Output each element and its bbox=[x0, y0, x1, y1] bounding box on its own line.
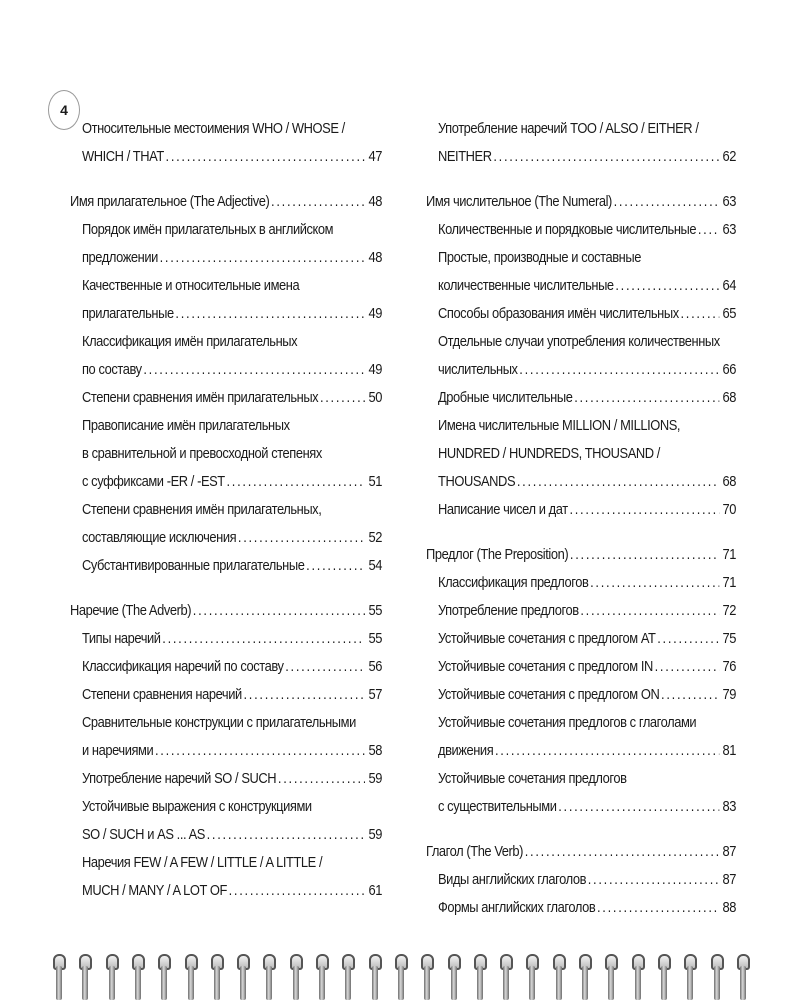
toc-entry-title: Классификация наречий по составу bbox=[81, 658, 284, 675]
ring-post bbox=[161, 966, 167, 1000]
dot-leader bbox=[193, 597, 365, 625]
toc-subsection-entry[interactable] bbox=[426, 244, 736, 300]
dot-leader bbox=[166, 143, 366, 171]
toc-subsection-entry[interactable] bbox=[426, 412, 736, 496]
dot-leader bbox=[590, 569, 719, 597]
toc-page-number: 71 bbox=[722, 574, 736, 591]
spiral-binding bbox=[0, 948, 800, 1000]
binding-ring-icon bbox=[289, 948, 303, 1000]
toc-page-number: 71 bbox=[722, 546, 736, 563]
toc-section-entry[interactable] bbox=[70, 188, 382, 216]
toc-page-number: 65 bbox=[722, 305, 736, 322]
toc-entry-last-line bbox=[70, 188, 382, 216]
dot-leader bbox=[155, 737, 365, 765]
toc-page-number: 75 bbox=[722, 630, 736, 647]
toc-entry-last-line bbox=[82, 821, 382, 849]
toc-page-number: 55 bbox=[368, 630, 382, 647]
toc-entry-title: количественные числительные bbox=[437, 277, 614, 294]
toc-entry-title-line: Устойчивые сочетания предлогов bbox=[437, 770, 627, 787]
binding-ring-icon bbox=[499, 948, 513, 1000]
toc-subsection-entry[interactable] bbox=[70, 552, 382, 580]
ring-post bbox=[661, 966, 667, 1000]
dot-leader bbox=[143, 356, 365, 384]
toc-entry-title: Количественные и порядковые числительные bbox=[437, 221, 697, 238]
toc-subsection-entry[interactable] bbox=[426, 328, 736, 384]
dot-leader bbox=[306, 552, 365, 580]
dot-leader bbox=[226, 468, 365, 496]
toc-entry-title: Глагол (The Verb) bbox=[426, 843, 524, 860]
toc-entry-title-line: Отдельные случаи употребления количественных bbox=[437, 333, 720, 350]
binding-ring-icon bbox=[420, 948, 434, 1000]
toc-entry-title: Написание чисел и дат bbox=[437, 501, 568, 518]
toc-subsection-entry[interactable] bbox=[70, 709, 382, 765]
toc-entry-last-line bbox=[438, 793, 736, 821]
toc-page-number: 72 bbox=[722, 602, 736, 619]
dot-leader bbox=[160, 244, 365, 272]
toc-page-number: 59 bbox=[368, 770, 382, 787]
toc-entry-title: Дробные числительные bbox=[437, 389, 573, 406]
dot-leader bbox=[698, 216, 719, 244]
toc-entry-title: Виды английских глаголов bbox=[437, 871, 587, 888]
binding-ring-icon bbox=[604, 948, 618, 1000]
toc-entry-last-line bbox=[438, 356, 736, 384]
toc-subsection-entry[interactable] bbox=[70, 496, 382, 552]
toc-page-number: 87 bbox=[722, 843, 736, 860]
toc-entry-last-line bbox=[426, 541, 736, 569]
toc-page-number: 51 bbox=[368, 473, 382, 490]
toc-entry-title: THOUSANDS bbox=[437, 473, 516, 490]
toc-entry-last-line bbox=[82, 681, 382, 709]
dot-leader bbox=[574, 384, 719, 412]
toc-entry-title: составляющие исключения bbox=[81, 529, 237, 546]
toc-page-number: 54 bbox=[368, 557, 382, 574]
toc-subsection-entry[interactable] bbox=[426, 569, 736, 597]
binding-ring-icon bbox=[657, 948, 671, 1000]
dot-leader bbox=[244, 681, 366, 709]
toc-page-number: 63 bbox=[722, 193, 736, 210]
toc-entry-last-line bbox=[82, 625, 382, 653]
toc-entry-title: Имя прилагательное (The Adjective) bbox=[70, 193, 270, 210]
toc-entry-last-line bbox=[82, 737, 382, 765]
dot-leader bbox=[493, 143, 719, 171]
toc-entry-title-line: HUNDRED / HUNDREDS, THOUSAND / bbox=[437, 445, 660, 462]
dot-leader bbox=[615, 272, 719, 300]
toc-subsection-entry[interactable] bbox=[426, 653, 736, 681]
toc-subsection-entry[interactable] bbox=[426, 681, 736, 709]
toc-entry-last-line bbox=[438, 866, 736, 894]
toc-entry-last-line bbox=[438, 625, 736, 653]
toc-subsection-entry[interactable] bbox=[426, 300, 736, 328]
ring-post bbox=[424, 966, 430, 1000]
toc-page-number: 64 bbox=[722, 277, 736, 294]
toc-entry-title-line: Порядок имён прилагательных в английском bbox=[81, 221, 334, 238]
toc-entry-last-line bbox=[82, 524, 382, 552]
toc-entry-last-line bbox=[82, 300, 382, 328]
dot-leader bbox=[680, 300, 719, 328]
binding-ring-icon bbox=[315, 948, 329, 1000]
toc-subsection-entry[interactable] bbox=[70, 681, 382, 709]
binding-ring-icon bbox=[368, 948, 382, 1000]
toc-entry-last-line bbox=[438, 300, 736, 328]
toc-entry-title: Употребление предлогов bbox=[437, 602, 579, 619]
ring-post bbox=[319, 966, 325, 1000]
toc-subsection-entry[interactable] bbox=[426, 894, 736, 922]
toc-page-number: 88 bbox=[722, 899, 736, 916]
toc-subsection-entry[interactable] bbox=[70, 115, 382, 171]
toc-subsection-entry[interactable] bbox=[70, 653, 382, 681]
toc-entry-last-line bbox=[438, 681, 736, 709]
ring-post bbox=[529, 966, 535, 1000]
ring-post bbox=[714, 966, 720, 1000]
toc-entry-last-line bbox=[82, 468, 382, 496]
toc-subsection-entry[interactable] bbox=[426, 216, 736, 244]
toc-subsection-entry[interactable] bbox=[70, 216, 382, 272]
toc-entry-title: WHICH / THAT bbox=[81, 148, 164, 165]
toc-entry-title-line: Относительные местоимения WHO / WHOSE / bbox=[81, 120, 345, 137]
binding-ring-icon bbox=[105, 948, 119, 1000]
dot-leader bbox=[661, 681, 719, 709]
binding-ring-icon bbox=[78, 948, 92, 1000]
toc-entry-title: NEITHER bbox=[437, 148, 492, 165]
dot-leader bbox=[614, 188, 719, 216]
toc-subsection-entry[interactable] bbox=[426, 625, 736, 653]
binding-ring-icon bbox=[736, 948, 750, 1000]
binding-ring-icon bbox=[52, 948, 66, 1000]
toc-entry-last-line bbox=[82, 244, 382, 272]
toc-page-number: 87 bbox=[722, 871, 736, 888]
toc-entry-title-line: Устойчивые сочетания предлогов с глаголами bbox=[437, 714, 697, 731]
dot-leader bbox=[285, 653, 365, 681]
toc-subsection-entry[interactable] bbox=[426, 866, 736, 894]
toc-entry-last-line bbox=[82, 653, 382, 681]
toc-entry-title: Наречие (The Adverb) bbox=[70, 602, 192, 619]
binding-ring-icon bbox=[262, 948, 276, 1000]
dot-leader bbox=[558, 793, 719, 821]
dot-leader bbox=[229, 877, 365, 905]
ring-post bbox=[293, 966, 299, 1000]
toc-entry-title: Устойчивые сочетания с предлогом AT bbox=[437, 630, 656, 647]
binding-ring-icon bbox=[394, 948, 408, 1000]
toc-entry-last-line bbox=[438, 569, 736, 597]
dot-leader bbox=[657, 625, 719, 653]
toc-entry-last-line bbox=[438, 737, 736, 765]
toc-entry-title: SO / SUCH и AS ... AS bbox=[81, 826, 205, 843]
toc-entry-title-line: Имена числительные MILLION / MILLIONS, bbox=[437, 417, 681, 434]
toc-entry-title: Субстантивированные прилагательные bbox=[81, 557, 305, 574]
toc-entry-last-line bbox=[438, 597, 736, 625]
toc-page-number: 62 bbox=[722, 148, 736, 165]
toc-subsection-entry[interactable] bbox=[70, 849, 382, 905]
toc-subsection-entry[interactable] bbox=[426, 384, 736, 412]
ring-post bbox=[56, 966, 62, 1000]
toc-subsection-entry[interactable] bbox=[426, 115, 736, 171]
toc-entry-title: Формы английских глаголов bbox=[437, 899, 596, 916]
binding-ring-icon bbox=[578, 948, 592, 1000]
toc-entry-last-line bbox=[82, 552, 382, 580]
toc-entry-title-line: Правописание имён прилагательных bbox=[81, 417, 290, 434]
toc-page-number: 48 bbox=[368, 249, 382, 266]
dot-leader bbox=[588, 866, 719, 894]
dot-leader bbox=[597, 894, 719, 922]
toc-left-column bbox=[70, 115, 382, 905]
binding-ring-icon bbox=[157, 948, 171, 1000]
toc-entry-title: с суффиксами -ER / -EST bbox=[81, 473, 225, 490]
toc-entry-last-line bbox=[438, 468, 736, 496]
toc-entry-title-line: в сравнительной и превосходной степенях bbox=[81, 445, 322, 462]
toc-subsection-entry[interactable] bbox=[70, 412, 382, 496]
ring-post bbox=[635, 966, 641, 1000]
ring-post bbox=[345, 966, 351, 1000]
binding-ring-icon bbox=[210, 948, 224, 1000]
ring-post bbox=[188, 966, 194, 1000]
toc-subsection-entry[interactable] bbox=[426, 765, 736, 821]
toc-entry-title: Устойчивые сочетания с предлогом ON bbox=[437, 686, 660, 703]
page-number: 4 bbox=[60, 102, 68, 118]
ring-post bbox=[687, 966, 693, 1000]
toc-entry-title-line: Классификация имён прилагательных bbox=[81, 333, 298, 350]
toc-page-number: 59 bbox=[368, 826, 382, 843]
binding-ring-icon bbox=[710, 948, 724, 1000]
toc-page-number: 70 bbox=[722, 501, 736, 518]
ring-post bbox=[135, 966, 141, 1000]
toc-entry-title-line: Простые, производные и составные bbox=[437, 249, 641, 266]
toc-subsection-entry[interactable] bbox=[70, 384, 382, 412]
dot-leader bbox=[517, 468, 719, 496]
binding-ring-icon bbox=[236, 948, 250, 1000]
toc-entry-title: Степени сравнения имён прилагательных bbox=[81, 389, 319, 406]
toc-page-number: 48 bbox=[368, 193, 382, 210]
toc-page-number: 68 bbox=[722, 473, 736, 490]
toc-entry-title: и наречиями bbox=[81, 742, 154, 759]
binding-ring-icon bbox=[525, 948, 539, 1000]
toc-page-number: 50 bbox=[368, 389, 382, 406]
ring-post bbox=[451, 966, 457, 1000]
toc-entry-title: движения bbox=[437, 742, 494, 759]
toc-right-column bbox=[426, 115, 736, 922]
toc-subsection-entry[interactable] bbox=[70, 625, 382, 653]
toc-page-number: 55 bbox=[368, 602, 382, 619]
binding-ring-icon bbox=[131, 948, 145, 1000]
dot-leader bbox=[320, 384, 365, 412]
ring-post bbox=[214, 966, 220, 1000]
toc-entry-title-line: Степени сравнения имён прилагательных, bbox=[81, 501, 322, 518]
toc-page-number: 83 bbox=[722, 798, 736, 815]
dot-leader bbox=[570, 541, 719, 569]
toc-entry-title-line: Наречия FEW / A FEW / LITTLE / A LITTLE / bbox=[81, 854, 323, 871]
toc-entry-title: Устойчивые сочетания с предлогом IN bbox=[437, 658, 653, 675]
toc-entry-last-line bbox=[70, 597, 382, 625]
toc-entry-last-line bbox=[82, 384, 382, 412]
dot-leader bbox=[525, 838, 719, 866]
toc-entry-title-line: Сравнительные конструкции с прилагательными bbox=[81, 714, 356, 731]
ring-post bbox=[266, 966, 272, 1000]
toc-section-entry[interactable] bbox=[426, 838, 736, 866]
dot-leader bbox=[162, 625, 365, 653]
toc-page-number: 47 bbox=[368, 148, 382, 165]
toc-entry-title: Классификация предлогов bbox=[437, 574, 589, 591]
toc-entry-last-line bbox=[438, 216, 736, 244]
binding-ring-icon bbox=[683, 948, 697, 1000]
toc-page-number: 76 bbox=[722, 658, 736, 675]
toc-entry-title-line: Употребление наречий TOO / ALSO / EITHER / bbox=[437, 120, 699, 137]
toc-entry-last-line bbox=[438, 384, 736, 412]
dot-leader bbox=[175, 300, 365, 328]
binding-ring-icon bbox=[341, 948, 355, 1000]
toc-entry-last-line bbox=[426, 188, 736, 216]
dot-leader bbox=[580, 597, 719, 625]
ring-post bbox=[240, 966, 246, 1000]
dot-leader bbox=[278, 765, 365, 793]
toc-section-entry[interactable] bbox=[426, 541, 736, 569]
toc-entry-last-line bbox=[438, 143, 736, 171]
binding-ring-icon bbox=[184, 948, 198, 1000]
binding-ring-icon bbox=[447, 948, 461, 1000]
toc-entry-title: Способы образования имён числительных bbox=[437, 305, 679, 322]
toc-page-number: 57 bbox=[368, 686, 382, 703]
toc-entry-last-line bbox=[438, 272, 736, 300]
dot-leader bbox=[207, 821, 365, 849]
toc-entry-title: предложении bbox=[81, 249, 158, 266]
toc-section-entry[interactable] bbox=[426, 188, 736, 216]
dot-leader bbox=[519, 356, 719, 384]
toc-subsection-entry[interactable] bbox=[70, 328, 382, 384]
ring-post bbox=[556, 966, 562, 1000]
binding-ring-icon bbox=[552, 948, 566, 1000]
toc-page-number: 79 bbox=[722, 686, 736, 703]
toc-page-number: 49 bbox=[368, 361, 382, 378]
toc-entry-title: по составу bbox=[81, 361, 142, 378]
toc-entry-last-line bbox=[438, 496, 736, 524]
toc-subsection-entry[interactable] bbox=[426, 496, 736, 524]
toc-subsection-entry[interactable] bbox=[426, 597, 736, 625]
ring-post bbox=[608, 966, 614, 1000]
dot-leader bbox=[271, 188, 365, 216]
toc-page-number: 56 bbox=[368, 658, 382, 675]
ring-post bbox=[372, 966, 378, 1000]
ring-post bbox=[477, 966, 483, 1000]
toc-entry-title: Имя числительное (The Numeral) bbox=[426, 193, 612, 210]
toc-section-entry[interactable] bbox=[70, 597, 382, 625]
toc-entry-title: Употребление наречий SO / SUCH bbox=[81, 770, 277, 787]
toc-page-number: 61 bbox=[368, 882, 382, 899]
dot-leader bbox=[238, 524, 365, 552]
toc-entry-title: MUCH / MANY / A LOT OF bbox=[81, 882, 227, 899]
toc-entry-last-line bbox=[438, 653, 736, 681]
ring-post bbox=[109, 966, 115, 1000]
dot-leader bbox=[495, 737, 719, 765]
toc-page-number: 49 bbox=[368, 305, 382, 322]
toc-entry-title-line: Устойчивые выражения с конструкциями bbox=[81, 798, 312, 815]
dot-leader bbox=[655, 653, 719, 681]
toc-entry-title: с существительными bbox=[437, 798, 557, 815]
binding-ring-icon bbox=[631, 948, 645, 1000]
ring-post bbox=[740, 966, 746, 1000]
toc-page-number: 81 bbox=[722, 742, 736, 759]
toc-entry-title: Степени сравнения наречий bbox=[81, 686, 242, 703]
toc-entry-last-line bbox=[426, 838, 736, 866]
toc-entry-title: числительных bbox=[437, 361, 518, 378]
toc-page-number: 66 bbox=[722, 361, 736, 378]
toc-entry-last-line bbox=[82, 143, 382, 171]
toc-entry-last-line bbox=[82, 356, 382, 384]
toc-subsection-entry[interactable] bbox=[70, 793, 382, 849]
ring-post bbox=[582, 966, 588, 1000]
ring-post bbox=[503, 966, 509, 1000]
ring-post bbox=[82, 966, 88, 1000]
toc-subsection-entry[interactable] bbox=[70, 272, 382, 328]
toc-page-number: 68 bbox=[722, 389, 736, 406]
dot-leader bbox=[569, 496, 719, 524]
binding-ring-icon bbox=[473, 948, 487, 1000]
toc-subsection-entry[interactable] bbox=[426, 709, 736, 765]
ring-post bbox=[398, 966, 404, 1000]
toc-entry-title: прилагательные bbox=[81, 305, 174, 322]
toc-page-number: 63 bbox=[722, 221, 736, 238]
toc-entry-last-line bbox=[82, 765, 382, 793]
toc-subsection-entry[interactable] bbox=[70, 765, 382, 793]
toc-entry-title-line: Качественные и относительные имена bbox=[81, 277, 300, 294]
toc-entry-title: Предлог (The Preposition) bbox=[426, 546, 569, 563]
toc-page-number: 52 bbox=[368, 529, 382, 546]
toc-entry-last-line bbox=[438, 894, 736, 922]
toc-page-number: 58 bbox=[368, 742, 382, 759]
toc-entry-title: Типы наречий bbox=[81, 630, 161, 647]
toc-entry-last-line bbox=[82, 877, 382, 905]
